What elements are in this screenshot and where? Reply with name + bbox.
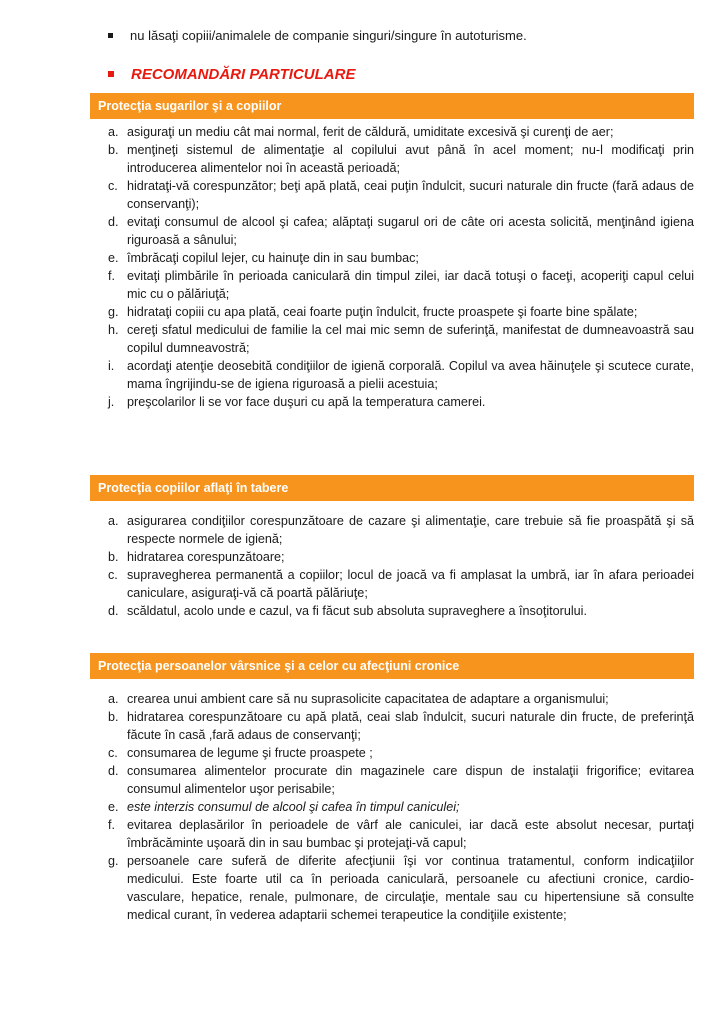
item-text: persoanele care suferă de diferite afecţiunii îşi vor continua tratamentul, conform indicaţiilor medicului. Este foarte util ca în perioada caniculară, persoanele cu afectiuni cronice, cardio-vasculare, hepatice, renale, pulmonare, de circulaţie, mentale sau cu hipertensiune să consulte medical curant, în vederea adaptarii schemei terapeutice la condiţiile existente; <box>127 854 694 922</box>
list-item <box>90 762 694 798</box>
list-item <box>90 708 694 744</box>
list-item <box>90 798 694 816</box>
item-text: consumarea alimentelor procurate din magazinele care dispun de instalaţii frigorifice; evitarea consumul alimentelor uşor perisabile; <box>127 764 694 796</box>
item-letter: g. <box>108 854 119 868</box>
item-text: evitarea deplasărilor în perioadele de vârf ale caniculei, iar dacă este absolut necesar, purtaţi îmbrăcăminte uşoară din in sau bumbac şi protejaţi-vă capul; <box>127 818 694 850</box>
item-letter: d. <box>108 604 119 618</box>
item-letter: b. <box>108 550 119 564</box>
item-letter: e. <box>108 800 119 814</box>
section-title: Protecţia sugarilor şi a copiilor <box>98 99 282 113</box>
item-letter: f. <box>108 269 115 283</box>
item-letter: c. <box>108 179 118 193</box>
red-square-bullet-icon <box>108 71 114 77</box>
item-text: evitaţi consumul de alcool şi cafea; alăptaţi sugarul ori de câte ori acesta solicită, menţinând igiena riguroasă a sânului; <box>127 215 694 247</box>
list-item <box>90 177 694 213</box>
item-letter: f. <box>108 818 115 832</box>
item-text: este interzis consumul de alcool şi cafea în timpul caniculei; <box>127 800 460 814</box>
item-text: asigurarea condiţiilor corespunzătoare de cazare şi alimentaţie, care trebuie să fie proaspătă şi să respecte normele de igienă; <box>127 514 694 546</box>
list-item <box>90 267 694 303</box>
item-letter: d. <box>108 215 119 229</box>
item-text: asiguraţi un mediu cât mai normal, ferit de căldură, umiditate excesivă şi curenţi de aer; <box>127 125 614 139</box>
list-item <box>90 690 694 708</box>
item-text: scăldatul, acolo unde e cazul, va fi făcut sub absoluta supraveghere a însoţitorului. <box>127 604 587 618</box>
item-text: îmbrăcaţi copilul lejer, cu hainuţe din in sau bumbac; <box>127 251 419 265</box>
top-bullet-text: nu lăsaţi copiii/animalele de companie singuri/singure în autoturisme. <box>130 28 527 43</box>
list-item <box>90 249 694 267</box>
item-letter: b. <box>108 143 119 157</box>
item-text: hidratarea corespunzătoare cu apă plată, ceai slab îndulcit, sucuri naturale din fructe, de preferinţă făcute în casă ,fară adaus de conservanţi; <box>127 710 694 742</box>
list-item <box>90 602 694 620</box>
section-title: Protecţia persoanelor vârsnice şi a celor cu afecţiuni cronice <box>98 659 460 673</box>
item-letter: d. <box>108 764 119 778</box>
item-letter: a. <box>108 125 119 139</box>
list-item <box>90 548 694 566</box>
list-item <box>90 512 694 548</box>
list-item <box>90 141 694 177</box>
section-item-list <box>90 123 694 411</box>
list-item <box>90 123 694 141</box>
item-text: consumarea de legume şi fructe proaspete ; <box>127 746 373 760</box>
square-bullet-icon <box>108 33 113 38</box>
recommendations-heading <box>108 66 355 84</box>
item-text: hidratarea corespunzătoare; <box>127 550 285 564</box>
item-letter: j. <box>108 395 115 409</box>
list-item <box>90 303 694 321</box>
list-item <box>90 321 694 357</box>
item-letter: a. <box>108 692 119 706</box>
item-text: hidrataţi-vă corespunzător; beţi apă plată, ceai puţin îndulcit, sucuri naturale din fructe (fară adaus de conservanţi); <box>127 179 694 211</box>
list-item <box>90 744 694 762</box>
section-item-list <box>90 512 694 620</box>
section-header-bar <box>90 475 694 501</box>
item-text: menţineţi sistemul de alimentaţie al copilului avut până în acel moment; nu-l modificaţi prin introducerea alimentelor noi în această perioadă; <box>127 143 694 175</box>
section-children-camps <box>90 475 694 620</box>
item-letter: c. <box>108 746 118 760</box>
item-text: supravegherea permanentă a copiilor; locul de joacă va fi amplasat la umbră, iar în afara perioadei caniculare, asiguraţi-vă că poartă pălăriuţe; <box>127 568 694 600</box>
item-letter: b. <box>108 710 119 724</box>
item-text: acordaţi atenţie deosebită condiţiilor de igienă corporală. Copilul va avea hăinuţele şi scutece curate, mama îngrijindu-se de igiena riguroasă a pielii acestuia; <box>127 359 694 391</box>
section-header-bar <box>90 93 694 119</box>
section-item-list <box>90 690 694 924</box>
item-letter: g. <box>108 305 119 319</box>
list-item <box>90 393 694 411</box>
item-text: crearea unui ambient care să nu suprasolicite capacitatea de adaptare a organismului; <box>127 692 609 706</box>
list-item <box>90 357 694 393</box>
item-text: cereţi sfatul medicului de familie la cel mai mic semn de suferinţă, manifestat de dumneavoastră sau copilul dumneavostră; <box>127 323 694 355</box>
item-text: hidrataţi copiii cu apa plată, ceai foarte puţin îndulcit, fructe proaspete şi foarte bine spălate; <box>127 305 638 319</box>
recommendations-heading-text: RECOMANDĂRI PARTICULARE <box>131 66 356 83</box>
section-title: Protecţia copiilor aflaţi în tabere <box>98 481 289 495</box>
item-text: evitaţi plimbările în perioada caniculară din timpul zilei, iar dacă totuşi o faceţi, acoperiţi capul celui mic cu o pălăriuţă; <box>127 269 694 301</box>
item-letter: e. <box>108 251 119 265</box>
section-elderly-chronic <box>90 653 694 924</box>
list-item <box>90 852 694 924</box>
section-infants-children <box>90 93 694 411</box>
item-letter: i. <box>108 359 115 373</box>
item-text: preşcolarilor li se vor face duşuri cu apă la temperatura camerei. <box>127 395 486 409</box>
item-letter: c. <box>108 568 118 582</box>
item-letter: a. <box>108 514 119 528</box>
list-item <box>90 816 694 852</box>
top-bullet-item <box>108 27 527 45</box>
item-letter: h. <box>108 323 119 337</box>
section-header-bar <box>90 653 694 679</box>
list-item <box>90 566 694 602</box>
list-item <box>90 213 694 249</box>
